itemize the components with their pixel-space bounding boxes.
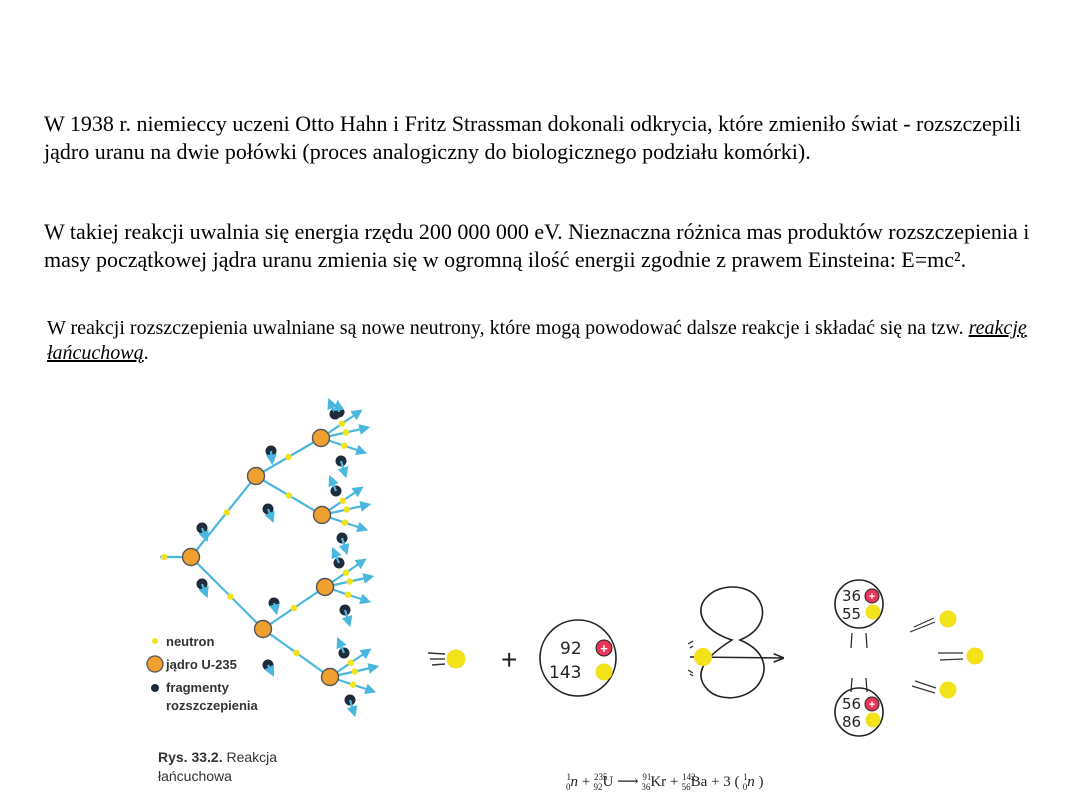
legend bbox=[147, 634, 259, 713]
paragraph-energy: W takiej reakcji uwalnia się energia rzędu 200 000 000 eV. Nieznaczna różnica mas produktów rozszczepienia i masy początkowej jądra uranu zmienia się w ogromną ilość energii zgodnie z prawem Einsteina: E=mc². bbox=[44, 219, 1030, 272]
eq-n1-sym: n bbox=[570, 774, 578, 790]
caption-label: Rys. 33.2. bbox=[158, 749, 223, 765]
neutron-icon bbox=[866, 605, 881, 620]
uranium-neutrons: 143 bbox=[549, 663, 582, 683]
neutron-dot bbox=[344, 506, 350, 512]
splitting-nucleus bbox=[688, 587, 782, 698]
proton-mark: + bbox=[868, 699, 876, 711]
proton-mark: + bbox=[868, 591, 876, 603]
eq-plus-2: + bbox=[666, 774, 683, 790]
eq-n2-sym: n bbox=[747, 774, 755, 790]
legend-fragment-label-1: fragmenty bbox=[166, 680, 229, 695]
neutron-dot bbox=[293, 650, 299, 656]
chain-end: . bbox=[143, 342, 149, 365]
caption-text-1: Reakcja bbox=[222, 749, 278, 765]
fission-equation bbox=[566, 772, 764, 792]
neutron-dot bbox=[161, 554, 167, 560]
uranium-protons: 92 bbox=[560, 639, 582, 659]
ba-protons: 56 bbox=[842, 695, 862, 713]
uranium-nucleus-node bbox=[183, 549, 200, 566]
uranium-nucleus-node bbox=[314, 507, 331, 524]
ba-neutrons: 86 bbox=[842, 713, 862, 731]
neutron-icon bbox=[866, 713, 881, 728]
proton-mark: + bbox=[600, 641, 608, 656]
eq-n2-charge: 0 bbox=[742, 782, 748, 792]
legend-nucleus-icon bbox=[147, 656, 163, 672]
neutron-dot bbox=[291, 605, 297, 611]
neutron-dot bbox=[343, 570, 349, 576]
figure-caption bbox=[158, 749, 277, 784]
neutron-dot bbox=[350, 682, 356, 688]
uranium-nucleus-node bbox=[322, 669, 339, 686]
neutron-icon bbox=[447, 650, 466, 669]
eq-n2-mass: 1 bbox=[743, 772, 748, 782]
eq-ba-mass: 142 bbox=[682, 772, 696, 782]
kr-neutrons: 55 bbox=[842, 605, 862, 623]
eq-kr-sym: Kr bbox=[650, 774, 667, 790]
neutron-dot bbox=[343, 429, 349, 435]
eq-ba-charge: 56 bbox=[681, 782, 691, 792]
uranium-nucleus-node bbox=[255, 621, 272, 638]
paragraph-discovery: W 1938 r. niemieccy uczeni Otto Hahn i Fritz Strassman dokonali odkrycia, które zmieniło świat - rozszczepili jądro uranu na dwie połówki (proces analogiczny do biologicznego podziału komórki). bbox=[44, 111, 1022, 164]
chain-reaction-term: reakcję łańcuchową bbox=[47, 317, 1027, 365]
neutron-dot bbox=[348, 660, 354, 666]
neutron-dot bbox=[341, 443, 347, 449]
neutron-dot bbox=[345, 592, 351, 598]
svg-text:Rys. 33.2. Reakcja bbox=[158, 749, 277, 765]
plus-sign: + bbox=[501, 644, 518, 675]
legend-fragment-label-2: rozszczepienia bbox=[166, 698, 258, 713]
legend-neutron-icon bbox=[152, 638, 158, 644]
neutron-path bbox=[271, 451, 272, 461]
uranium-nucleus bbox=[540, 620, 616, 696]
fragment-krypton bbox=[835, 580, 883, 648]
eq-u-sym: U bbox=[602, 774, 614, 790]
neutron-icon bbox=[694, 648, 712, 666]
neutron-dot bbox=[347, 578, 353, 584]
eq-u-charge: 92 bbox=[593, 782, 603, 792]
eq-arrow: ⟶ bbox=[613, 774, 643, 790]
incoming-neutron bbox=[428, 650, 466, 669]
neutron-dot bbox=[286, 492, 292, 498]
neutron-icon bbox=[940, 682, 957, 699]
caption-text-2: łańcuchowa bbox=[158, 768, 232, 784]
neutron-icon bbox=[940, 611, 957, 628]
uranium-nucleus-node bbox=[248, 468, 265, 485]
legend-neutron-label: neutron bbox=[166, 634, 215, 649]
neutron-dot bbox=[340, 498, 346, 504]
eq-close: ) bbox=[754, 774, 764, 790]
neutron-path bbox=[338, 404, 339, 412]
neutron-icon bbox=[596, 664, 613, 681]
neutron-path bbox=[191, 476, 256, 557]
eq-n1-mass: 1 bbox=[566, 772, 571, 782]
emitted-neutrons bbox=[910, 611, 984, 699]
eq-kr-mass: 91 bbox=[642, 772, 652, 782]
fragment-barium bbox=[835, 678, 883, 736]
neutron-icon bbox=[967, 648, 984, 665]
legend-nucleus-label: jądro U-235 bbox=[166, 657, 237, 672]
eq-plus-1: + bbox=[578, 774, 594, 790]
neutron-dot bbox=[339, 421, 345, 427]
neutron-dot bbox=[352, 668, 358, 674]
kr-protons: 36 bbox=[842, 587, 862, 605]
eq-tail: + 3 ( bbox=[707, 774, 744, 790]
uranium-nucleus-node bbox=[313, 430, 330, 447]
neutron-dot bbox=[285, 454, 291, 460]
chain-text: W reakcji rozszczepienia uwalniane są nowe neutrony, które mogą powodować dalsze reakcje i składać się na tzw. bbox=[47, 317, 969, 339]
eq-ba-sym: Ba bbox=[690, 774, 708, 790]
eq-u-mass: 235 bbox=[593, 772, 608, 782]
neutron-dot bbox=[342, 520, 348, 526]
neutron-path bbox=[191, 557, 263, 629]
eq-n1-charge: 0 bbox=[566, 782, 571, 792]
uranium-nucleus-node bbox=[317, 579, 334, 596]
eq-kr-charge: 36 bbox=[641, 782, 651, 792]
legend-fragment-icon bbox=[151, 684, 159, 692]
neutron-dot bbox=[227, 593, 233, 599]
neutron-dot bbox=[224, 509, 230, 515]
